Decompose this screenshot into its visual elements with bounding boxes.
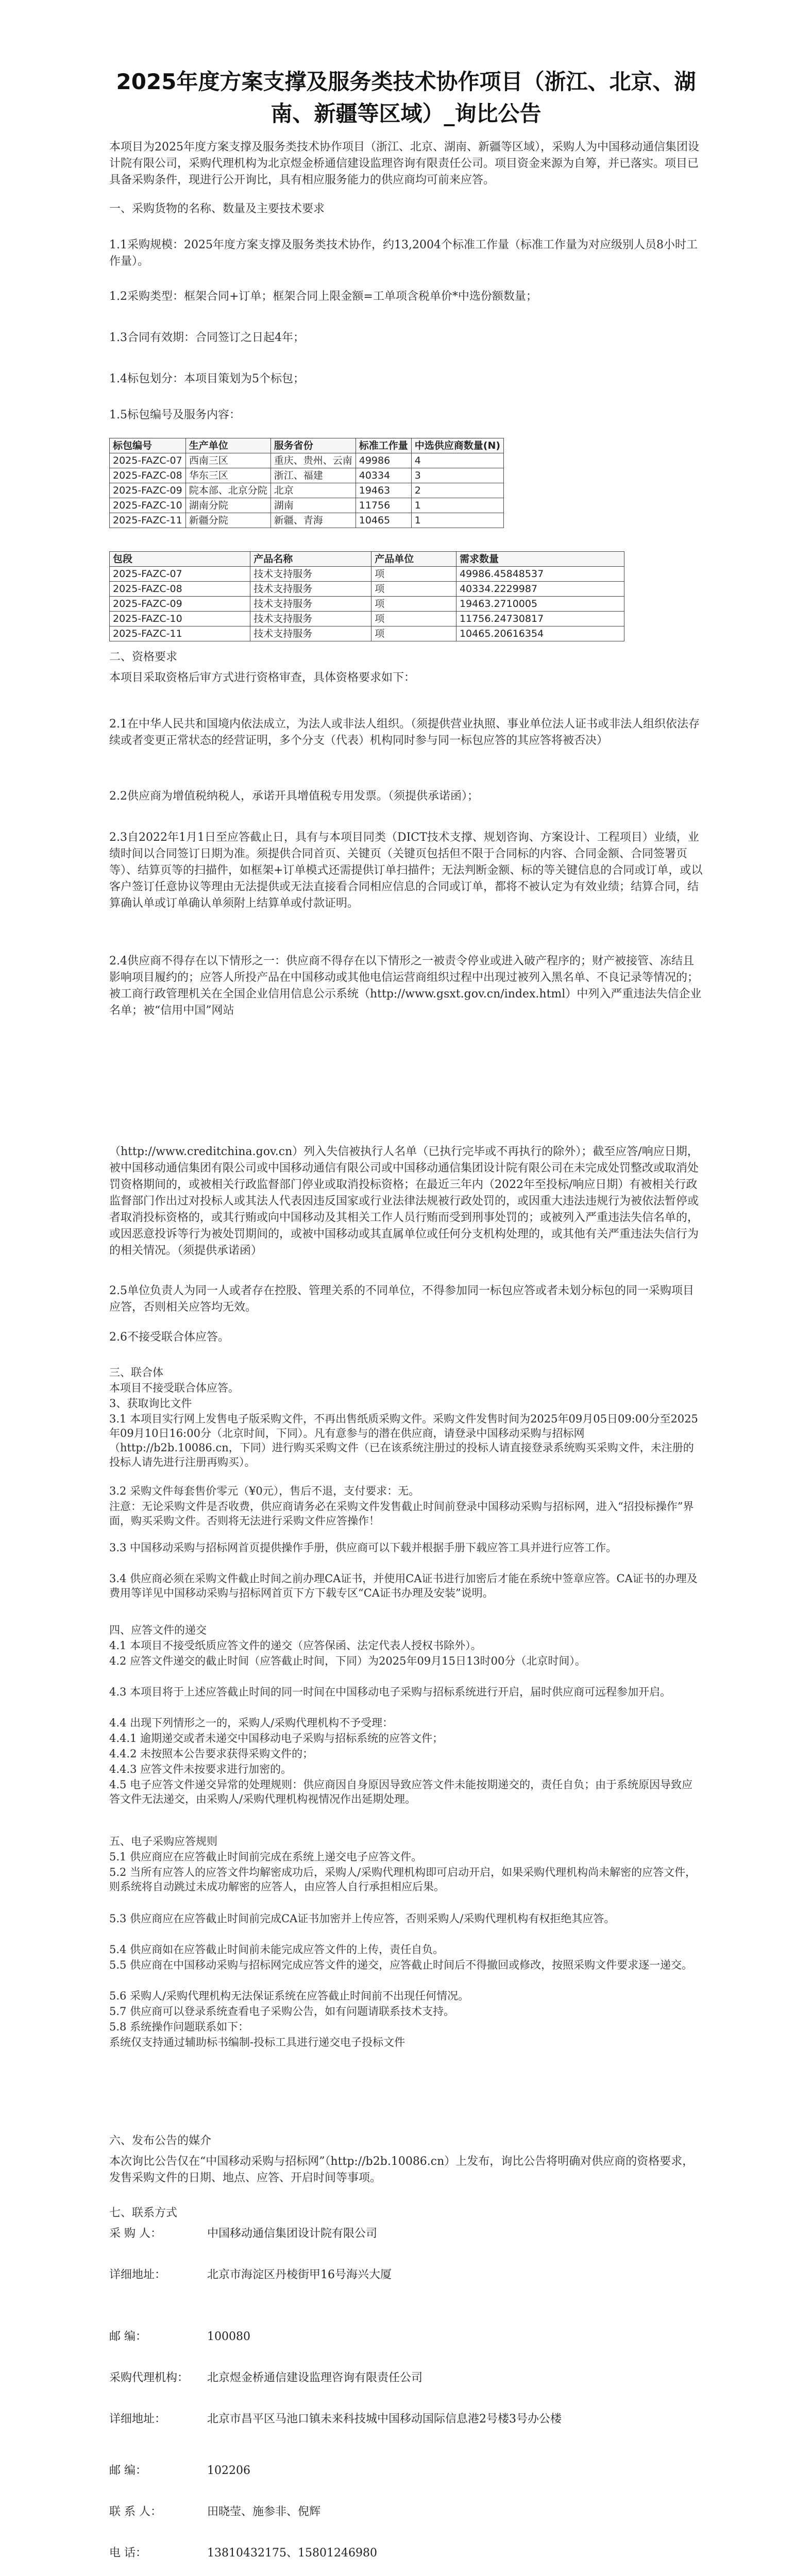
rule-5-9: 系统仅支持通过辅助标书编制-投标工具进行递交电子投标文件 — [109, 2036, 405, 2048]
table-cell: 10465 — [356, 513, 411, 528]
qualification-intro: 本项目采取资格后审方式进行资格审查，具体资格要求如下： — [109, 671, 416, 684]
table-cell: 2025-FAZC-11 — [110, 513, 186, 528]
buyer-address-row — [109, 2267, 703, 2283]
buyer-address-value: 北京市海淀区丹棱街甲16号海兴大厦 — [207, 2268, 392, 2281]
table-cell: 技术支持服务 — [250, 582, 371, 597]
obtain-docs-3-4: 3.4 供应商必须在采购文件截止时间之前办理CA证书，并使用CA证书进行加密后才能在系统中签章应答。CA证书的办理及费用等详见中国移动采购与招标网首页下方下载专区“CA证书办理及安装”说明。 — [109, 1572, 698, 1599]
submission-4-4-2: 4.4.2 未按照本公告要求获得采购文件的； — [109, 1748, 314, 1760]
table-row — [110, 567, 624, 582]
procurement-type-text: 1.2采购类型：框架合同+订单；框架合同上限金额=工单项含税单价*中选份额数量； — [109, 290, 537, 303]
table-cell: 10465.20616354 — [456, 626, 624, 641]
table-row — [110, 453, 504, 468]
qualification-2-1: 2.1在中华人民共和国境内依法成立，为法人或非法人组织。（须提供营业执照、事业单位法人证书或非法人组织依法存续或者变更正常状态的经营证明，多个分支（代表）机构同时参与同一标包应答的其应答将被否决） — [109, 718, 700, 747]
qualification-2-5: 2.5单位负责人为同一人或者存在控股、管理关系的不同单位，不得参加同一标包应答或者未划分标包的同一采购项目应答，否则相关应答均无效。 — [109, 1284, 694, 1314]
contact-person-row — [109, 2504, 703, 2520]
table-cell: 11756 — [356, 498, 411, 513]
table-cell: 2025-FAZC-09 — [110, 597, 250, 612]
table-cell: 19463 — [356, 483, 411, 498]
qualification-2-4: 2.4供应商不得存在以下情形之一：供应商不得存在以下情形之一被责令停业或进入破产程序的；财产被接管、冻结且影响项目履约的；应答人所投产品在中国移动或其他电信运营商组织过程中出现过被列入黑名单、不良记录等情况的；被工商行政管理机关在全国企业信用信息公示系统（http://www.gsxt.gov.cn/index.html）中列入严重违法失信企业名单；被“信用中国”网站 — [109, 955, 702, 1017]
table-row — [110, 498, 504, 513]
obtain-docs-3-1: 3.1 本项目实行网上发售电子版采购文件，不再出售纸质采购文件。采购文件发售时间为2025年09月05日09:00分至2025年09月10日16:00分（北京时间，下同）。凡有意参与的潜在供应商，请登录中国移动采购与招标网（http://b2b.10086.cn，下同）进行购买采购文件（已在该系统注册过的投标人请直接登录系统购买采购文件，未注册的投标人请先进行注册再购买）。 — [109, 1413, 698, 1468]
lot-table-header-cell: 标准工作量 — [356, 438, 411, 453]
table-cell: 19463.2710005 — [456, 597, 624, 612]
table-cell: 项 — [371, 567, 456, 582]
product-table-header-cell: 需求数量 — [456, 552, 624, 567]
agent-address-value: 北京市昌平区马池口镇未来科技城中国移动国际信息港2号楼3号办公楼 — [207, 2413, 562, 2426]
rule-5-5: 5.5 供应商在中国移动采购与招标网完成应答文件的递交，应答截止时间后不得撤回或修改，按照采购文件要求逐一递交。 — [109, 1959, 693, 1971]
table-cell: 西南三区 — [185, 453, 270, 468]
rule-5-3: 5.3 供应商应在应答截止时间前完成CA证书加密并上传应答，否则采购人/采购代理机构有权拒绝其应答。 — [109, 1912, 615, 1925]
table-cell: 2025-FAZC-10 — [110, 498, 186, 513]
lot-table-header-cell: 中选供应商数量(N) — [411, 438, 503, 453]
agent-row — [109, 2370, 703, 2386]
qualification-2-3: 2.3自2022年1月1日至应答截止日，具有与本项目同类（DICT技术支撑、规划咨询、方案设计、工程项目）业绩，业绩时间以合同签订日期为准。须提供合同首页、关键页（关键页包括但不限于合同标的内容、合同金额、合同签署页等）、结算页等的扫描件，如框架+订单模式还需提供订单扫描件；无法判断金额、标的等关键信息的合同或订单，或以客户签订任意协议等理由无法提供或无法直接看合同相应信息的合同或订单，都将不被认定为有效业绩；结算合同，结算确认单或订单确认单须附上结算单或付款证明。 — [109, 831, 703, 910]
lot-table — [109, 438, 504, 528]
table-cell: 技术支持服务 — [250, 567, 371, 582]
section-2-heading: 二、资格要求 — [109, 651, 178, 664]
submission-4-5: 4.5 电子应答文件递交异常的处理规则：供应商因自身原因导致应答文件未能按期递交的，责任自负；由于系统原因导致应答文件无法递交，由采购人/采购代理机构视情况作出延期处理。 — [109, 1778, 693, 1805]
lots-text: 1.4标包划分：本项目策划为5个标包； — [109, 372, 304, 385]
contract-period-text: 1.3合同有效期：合同签订之日起4年； — [109, 331, 304, 344]
table-row — [110, 582, 624, 597]
lot-table-header — [110, 438, 504, 453]
obtain-docs-heading: 3、获取询比文件 — [109, 1397, 192, 1410]
agent-zip-row — [109, 2463, 703, 2479]
table-cell: 湖南分院 — [185, 498, 270, 513]
product-table-header-cell: 产品单位 — [371, 552, 456, 567]
table-cell: 项 — [371, 612, 456, 626]
table-cell: 华东三区 — [185, 468, 270, 483]
table-cell: 重庆、贵州、云南 — [270, 453, 356, 468]
agent-label: 采购代理机构： — [109, 2371, 189, 2384]
agent-zip-value: 102206 — [207, 2464, 250, 2477]
zip-label: 邮 编： — [109, 2464, 147, 2477]
table-cell: 2025-FAZC-11 — [110, 626, 250, 641]
submission-4-4-3: 4.4.3 应答文件未按要求进行加密的。 — [109, 1763, 292, 1775]
phone-row — [109, 2545, 703, 2562]
table-cell: 2025-FAZC-07 — [110, 567, 250, 582]
buyer-row — [109, 2226, 703, 2242]
table-row — [110, 468, 504, 483]
rule-5-4: 5.4 供应商如在应答截止时间前未能完成应答文件的上传，责任自负。 — [109, 1943, 444, 1956]
rule-5-8: 5.8 系统操作问题联系如下： — [109, 2021, 249, 2033]
table-cell: 浙江、福建 — [270, 468, 356, 483]
section-1-heading: 一、采购货物的名称、数量及主要技术要求 — [109, 202, 325, 215]
page-title: 2025年度方案支撑及服务类技术协作项目（浙江、北京、湖南、新疆等区域）_询比公告 — [116, 69, 696, 127]
qualification-2-2: 2.2供应商为增值税纳税人，承诺开具增值税专用发票。（须提供承诺函）； — [109, 790, 479, 803]
buyer-zip-row — [109, 2329, 703, 2345]
lot-table-header-cell: 标包编号 — [110, 438, 186, 453]
section-4-heading: 四、应答文件的递交 — [109, 1624, 207, 1636]
section-7-heading: 七、联系方式 — [109, 2207, 178, 2219]
table-cell: 2025-FAZC-10 — [110, 612, 250, 626]
table-cell: 1 — [411, 513, 503, 528]
address-label: 详细地址： — [109, 2413, 166, 2426]
table-cell: 北京 — [270, 483, 356, 498]
table-cell: 49986 — [356, 453, 411, 468]
media-text: 本次询比公告仅在“中国移动采购与招标网”（http://b2b.10086.cn）上发布，询比公告将明确对供应商的资格要求，发售采购文件的日期、地点、应答、开启时间等事项。 — [109, 2155, 694, 2184]
table-cell: 3 — [411, 468, 503, 483]
section-5-heading: 五、电子采购应答规则 — [109, 1835, 217, 1848]
table-cell: 技术支持服务 — [250, 612, 371, 626]
table-cell: 40334.2229987 — [456, 582, 624, 597]
qualification-2-6: 2.6不接受联合体应答。 — [109, 1331, 229, 1344]
buyer-label: 采 购 人： — [109, 2227, 162, 2240]
obtain-docs-3-2: 3.2 采购文件每套售价零元（¥0元），售后不退，支付要求：无。 — [109, 1485, 420, 1497]
joint-venture-text: 本项目不接受联合体应答。 — [109, 1382, 239, 1394]
table-cell: 项 — [371, 597, 456, 612]
lots-content-text: 1.5标包编号及服务内容： — [109, 409, 241, 421]
submission-4-4: 4.4 出现下列情形之一的，采购人/采购代理机构不予受理： — [109, 1717, 394, 1729]
product-table-header — [110, 552, 624, 567]
buyer-zip-value: 100080 — [207, 2330, 250, 2343]
buyer-value: 中国移动通信集团设计院有限公司 — [207, 2227, 378, 2240]
submission-4-1: 4.1 本项目不接受纸质应答文件的递交（应答保函、法定代表人授权书除外）。 — [109, 1639, 482, 1652]
agent-value: 北京煜金桥通信建设监理咨询有限责任公司 — [207, 2371, 423, 2384]
table-cell: 项 — [371, 582, 456, 597]
table-cell: 40334 — [356, 468, 411, 483]
table-cell: 49986.45848537 — [456, 567, 624, 582]
table-cell: 湖南 — [270, 498, 356, 513]
product-table-header-cell: 产品名称 — [250, 552, 371, 567]
table-cell: 新疆、青海 — [270, 513, 356, 528]
phone-label: 电 话： — [109, 2547, 147, 2560]
section-6-heading: 六、发布公告的媒介 — [109, 2134, 212, 2147]
contact-label: 联 系 人： — [109, 2505, 162, 2518]
obtain-docs-note: 注意：无论采购文件是否收费，供应商请务必在采购文件发售截止时间前登录中国移动采购与招标网，进入“招投标操作”界面，购买采购文件。否则将无法进行采购文件应答操作！ — [109, 1500, 694, 1527]
table-row — [110, 626, 624, 641]
table-row — [110, 513, 504, 528]
table-cell: 1 — [411, 498, 503, 513]
section-3-heading: 三、联合体 — [109, 1366, 163, 1379]
lot-table-header-cell: 生产单位 — [185, 438, 270, 453]
table-cell: 2025-FAZC-09 — [110, 483, 186, 498]
submission-4-4-1: 4.4.1 逾期递交或者未递交中国移动电子采购与招标系统的应答文件； — [109, 1732, 444, 1744]
table-cell: 2025-FAZC-07 — [110, 453, 186, 468]
submission-4-2: 4.2 应答文件递交的截止时间（应答截止时间，下同）为2025年09月15日13时00分（北京时间）。 — [109, 1655, 586, 1667]
address-label: 详细地址： — [109, 2268, 166, 2281]
table-row — [110, 612, 624, 626]
product-table — [109, 551, 624, 641]
table-row — [110, 483, 504, 498]
table-cell: 项 — [371, 626, 456, 641]
contact-value: 田晓莹、施参非、倪辉 — [207, 2505, 321, 2518]
qualification-2-4-continued: （http://www.creditchina.gov.cn）列入失信被执行人名单（已执行完毕或不再执行的除外）；截至应答/响应日期，被中国移动通信集团有限公司或中国移动通信有限公司或中国移动通信集团设计院有限公司在未完成处罚整改或取消处罚资格期间的，或被相关行政监督部门停业或取消投标资格；在最近三年内（2022年至投标/响应日期）有被相关行政监督部门作出过对投标人或其法人代表因违反国家或行业法律法规被行政处罚的，或因重大违法违规行为被依法暂停或者取消投标资格的，或其行贿或向中国移动及其相关工作人员行贿而受到刑事处罚的；或被列入严重违法失信名单的，或因恶意投诉等行为被处罚期间的，或被中国移动或其直属单位或任何分支机构处理的，或其他有关严重违法失信行为的相关情况。（须提供承诺函） — [109, 1145, 699, 1257]
zip-label: 邮 编： — [109, 2330, 147, 2343]
phone-value: 13810432175、15801246980 — [207, 2547, 377, 2560]
agent-address-row — [109, 2411, 703, 2428]
rule-5-6: 5.6 采购人/采购代理机构无法保证系统在应答截止时间前不出现任何情况。 — [109, 1990, 469, 2002]
table-cell: 11756.24730817 — [456, 612, 624, 626]
product-table-header-cell: 包段 — [110, 552, 250, 567]
table-cell: 2 — [411, 483, 503, 498]
table-cell: 技术支持服务 — [250, 626, 371, 641]
lot-table-header-cell: 服务省份 — [270, 438, 356, 453]
table-cell: 4 — [411, 453, 503, 468]
rule-5-1: 5.1 供应商应在应答截止时间前完成在系统上递交电子应答文件。 — [109, 1851, 422, 1863]
table-cell: 院本部、北京分院 — [185, 483, 270, 498]
table-cell: 新疆分院 — [185, 513, 270, 528]
obtain-docs-3-3: 3.3 中国移动采购与招标网首页提供操作手册，供应商可以下载并根据手册下载应答工具并进行应答工作。 — [109, 1541, 617, 1554]
intro-paragraph: 本项目为2025年度方案支撑及服务类技术协作项目（浙江、北京、湖南、新疆等区域），采购人为中国移动通信集团设计院有限公司，采购代理机构为北京煜金桥通信建设监理咨询有限责任公司。项目资金来源为自筹，并已落实。项目已具备采购条件，现进行公开询比，具有相应服务能力的供应商均可前来应答。 — [109, 141, 699, 187]
table-row — [110, 597, 624, 612]
table-cell: 2025-FAZC-08 — [110, 468, 186, 483]
rule-5-7: 5.7 供应商可以登录系统查看电子采购公告，如有问题请联系技术支持。 — [109, 2005, 455, 2018]
table-cell: 技术支持服务 — [250, 597, 371, 612]
scale-text: 1.1采购规模：2025年度方案支撑及服务类技术协作，约13,2004个标准工作量（标准工作量为对应级别人员8小时工作量）。 — [109, 239, 698, 268]
submission-4-3: 4.3 本项目将于上述应答截止时间的同一时间在中国移动电子采购与招标系统进行开启，届时供应商可远程参加开启。 — [109, 1686, 671, 1698]
table-cell: 2025-FAZC-08 — [110, 582, 250, 597]
rule-5-2: 5.2 当所有应答人的应答文件均解密成功后，采购人/采购代理机构即可启动开启，如果采购代理机构尚未解密的应答文件，则系统将自动跳过未成功解密的应答人，由应答人自行承担相应后果。 — [109, 1866, 697, 1893]
